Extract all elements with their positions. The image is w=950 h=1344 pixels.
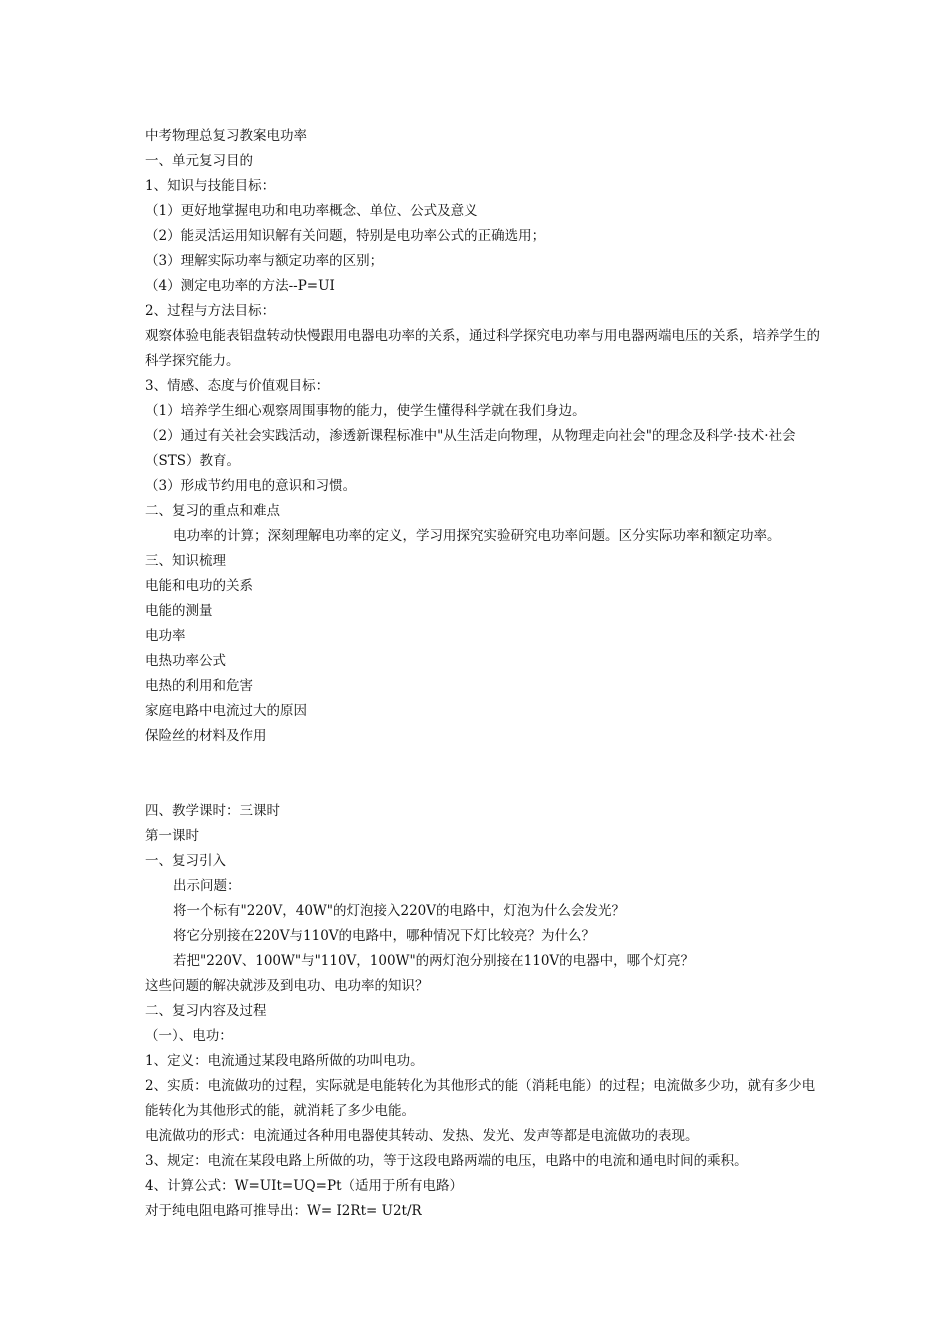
section-heading: 一、单元复习目的 bbox=[145, 153, 253, 169]
document-page bbox=[145, 124, 825, 1224]
paragraph: 电流做功的形式：电流通过各种用电器使其转动、发热、发光、发声等都是电流做功的表现。 bbox=[145, 1128, 699, 1144]
list-item: （3）理解实际功率与额定功率的区别； bbox=[145, 253, 384, 269]
paragraph: 出示问题： bbox=[173, 878, 241, 894]
section-heading: 四、教学课时：三课时 bbox=[145, 803, 280, 819]
spacer bbox=[145, 749, 825, 799]
list-item: （1）培养学生细心观察周围事物的能力，使学生懂得科学就在我们身边。 bbox=[145, 403, 586, 419]
list-item: （4）测定电功率的方法--P=UI bbox=[145, 278, 335, 294]
subsection-heading: 2、过程与方法目标： bbox=[145, 303, 276, 319]
list-item: 电能的测量 bbox=[145, 603, 213, 619]
list-item: 电热功率公式 bbox=[145, 653, 226, 669]
list-item: 电功率 bbox=[145, 628, 186, 644]
list-item: （3）形成节约用电的意识和习惯。 bbox=[145, 478, 357, 494]
list-item: （1）更好地掌握电功和电功率概念、单位、公式及意义 bbox=[145, 203, 478, 219]
subsection-heading: 3、情感、态度与价值观目标： bbox=[145, 378, 330, 394]
subsection-heading: 二、复习内容及过程 bbox=[145, 1003, 267, 1019]
paragraph: 若把"220V、100W"与"110V，100W"的两灯泡分别接在110V的电器中，哪个灯亮？ bbox=[173, 953, 695, 969]
paragraph: 3、规定：电流在某段电路上所做的功，等于这段电路两端的电压，电路中的电流和通电时间的乘积。 bbox=[145, 1153, 748, 1169]
list-item: （2）通过有关社会实践活动，渗透新课程标准中"从生活走向物理，从物理走向社会"的理念及科学·技术·社会（STS）教育。 bbox=[145, 428, 796, 469]
lesson-heading: 第一课时 bbox=[145, 828, 199, 844]
section-heading: 二、复习的重点和难点 bbox=[145, 503, 280, 519]
document-title: 中考物理总复习教案电功率 bbox=[145, 128, 307, 144]
paragraph: 这些问题的解决就涉及到电功、电功率的知识？ bbox=[145, 978, 429, 994]
list-item: 家庭电路中电流过大的原因 bbox=[145, 703, 307, 719]
subsection-heading: 1、知识与技能目标： bbox=[145, 178, 276, 194]
list-item: （2）能灵活运用知识解有关问题，特别是电功率公式的正确选用； bbox=[145, 228, 546, 244]
formula-line: 对于纯电阻电路可推导出：W= I2Rt= U2t/R bbox=[145, 1203, 422, 1219]
paragraph: 将一个标有"220V，40W"的灯泡接入220V的电路中，灯泡为什么会发光？ bbox=[173, 903, 626, 919]
subsection-heading: 一、复习引入 bbox=[145, 853, 226, 869]
list-item: 电能和电功的关系 bbox=[145, 578, 253, 594]
subsection-heading: （一）、电功： bbox=[145, 1028, 233, 1044]
list-item: 保险丝的材料及作用 bbox=[145, 728, 267, 744]
section-heading: 三、知识梳理 bbox=[145, 553, 226, 569]
paragraph: 将它分别接在220V与110V的电路中，哪种情况下灯比较亮？为什么？ bbox=[173, 928, 596, 944]
paragraph: 电功率的计算；深刻理解电功率的定义，学习用探究实验研究电功率问题。区分实际功率和额定功率。 bbox=[173, 528, 781, 544]
list-item: 电热的利用和危害 bbox=[145, 678, 253, 694]
paragraph: 2、实质：电流做功的过程，实际就是电能转化为其他形式的能（消耗电能）的过程；电流做多少功，就有多少电能转化为其他形式的能，就消耗了多少电能。 bbox=[145, 1078, 816, 1119]
formula-line: 4、计算公式：W=UIt=UQ=Pt（适用于所有电路） bbox=[145, 1178, 463, 1194]
paragraph: 观察体验电能表铝盘转动快慢跟用电器电功率的关系，通过科学探究电功率与用电器两端电压的关系，培养学生的科学探究能力。 bbox=[145, 328, 820, 369]
paragraph: 1、定义：电流通过某段电路所做的功叫电功。 bbox=[145, 1053, 424, 1069]
